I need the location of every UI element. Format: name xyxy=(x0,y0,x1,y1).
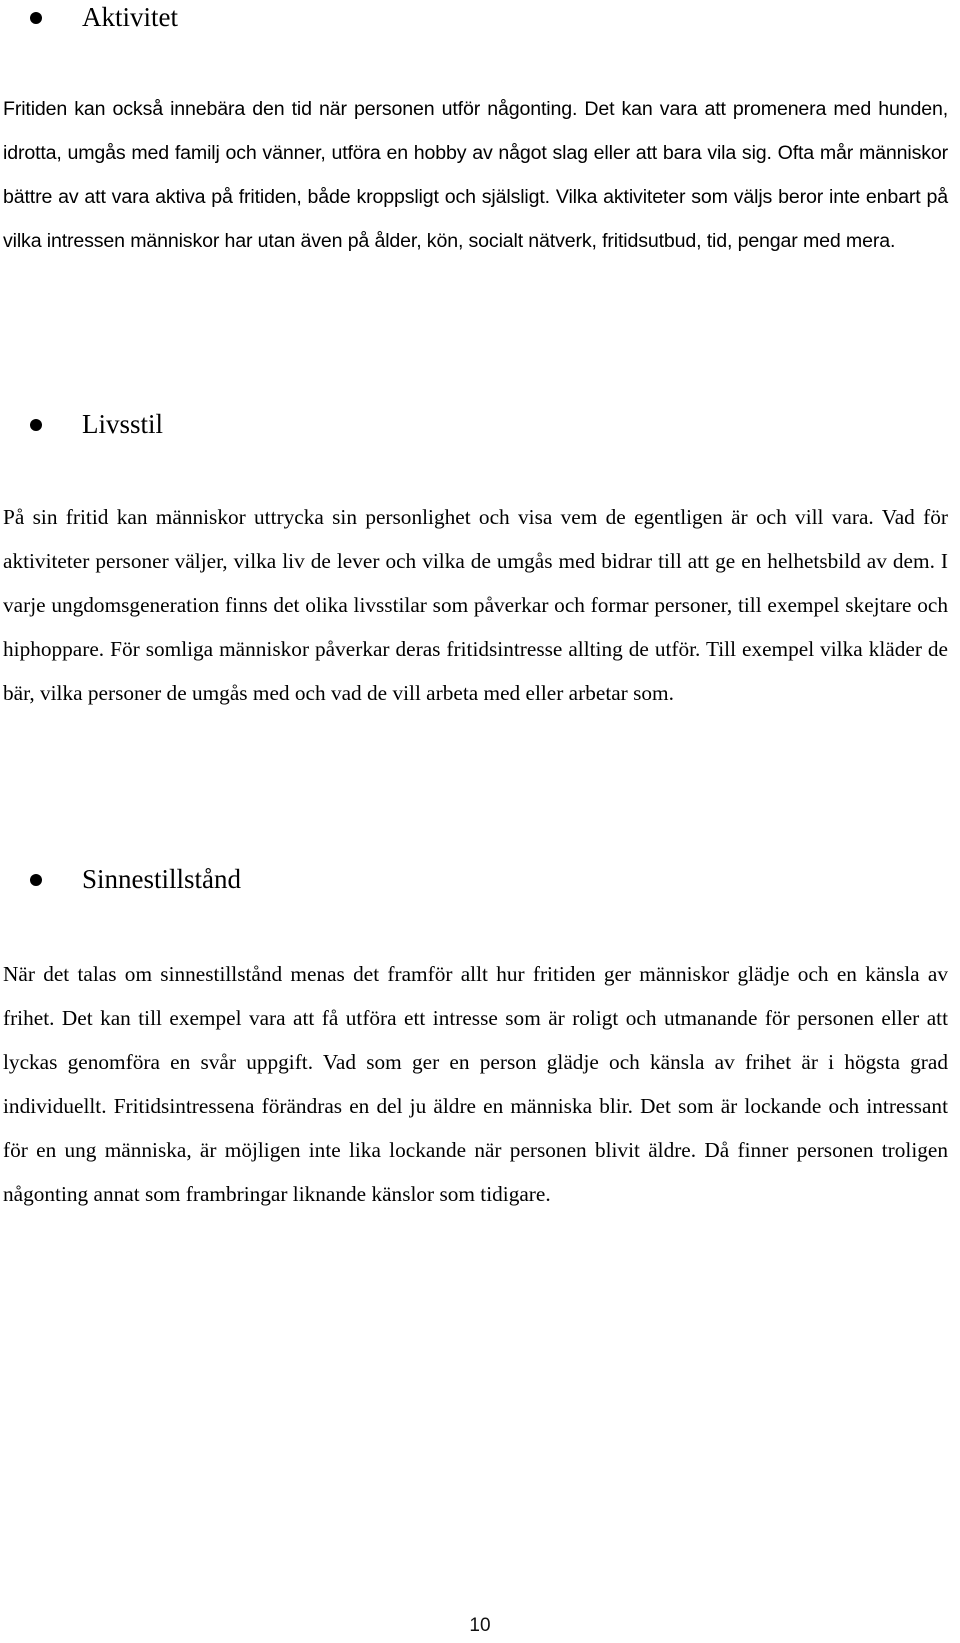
heading-text: Sinnestillstånd xyxy=(82,864,242,894)
paragraph-sinnestillstand: När det talas om sinnestillstånd menas det framför allt hur fritiden ger människor glädje och en känsla av frihet. Det kan till exempel vara att få utföra ett intresse som är roligt och utmanande för personen eller att lyckas genomföra en svår uppgift. Vad som ger en person glädje och känsla av frihet är i högsta grad individuellt. Fritidsintressena förändras en del ju äldre en människa blir. Det som är lockande och intressant för en ung människa, är möjligen inte lika lockande när personen blivit äldre. Då finner personen troligen någonting annat som frambringar liknande känslor som tidigare. xyxy=(3,962,948,1206)
section-sinnestillstand xyxy=(0,862,960,896)
paragraph-livsstil: På sin fritid kan människor uttrycka sin personlighet och visa vem de egentligen är och vill vara. Vad för aktiviteter personer väljer, vilka liv de lever och vilka de umgås med bidrar till att ge en helhetsbild av dem. I varje ungdomsgeneration finns det olika livsstilar som påverkar och formar personer, till exempel skejtare och hiphoppare. För somliga människor påverkar deras fritidsintresse allting de utför. Till exempel vilka kläder de bär, vilka personer de umgås med och vad de vill arbeta med eller arbetar som. xyxy=(3,505,948,705)
heading-aktivitet xyxy=(0,0,960,34)
bullet-icon xyxy=(30,874,42,886)
heading-text: Aktivitet xyxy=(82,2,178,32)
page-number: 10 xyxy=(469,1615,491,1636)
section-livsstil xyxy=(0,407,960,441)
paragraph-aktivitet: Fritiden kan också innebära den tid när personen utför någonting. Det kan vara att promenera med hunden, idrotta, umgås med familj och vänner, utföra en hobby av något slag eller att bara vila sig. Ofta mår människor bättre av att vara aktiva på fritiden, både kroppsligt och själsligt. Vilka aktiviteter som väljs beror inte enbart på vilka intressen människor har utan även på ålder, kön, socialt nätverk, fritidsutbud, tid, pengar med mera. xyxy=(3,98,948,252)
section-aktivitet xyxy=(0,0,960,34)
bullet-icon xyxy=(30,12,42,24)
heading-livsstil xyxy=(0,407,960,441)
heading-text: Livsstil xyxy=(82,409,164,439)
bullet-icon xyxy=(30,419,42,431)
heading-sinnestillstand xyxy=(0,862,960,896)
